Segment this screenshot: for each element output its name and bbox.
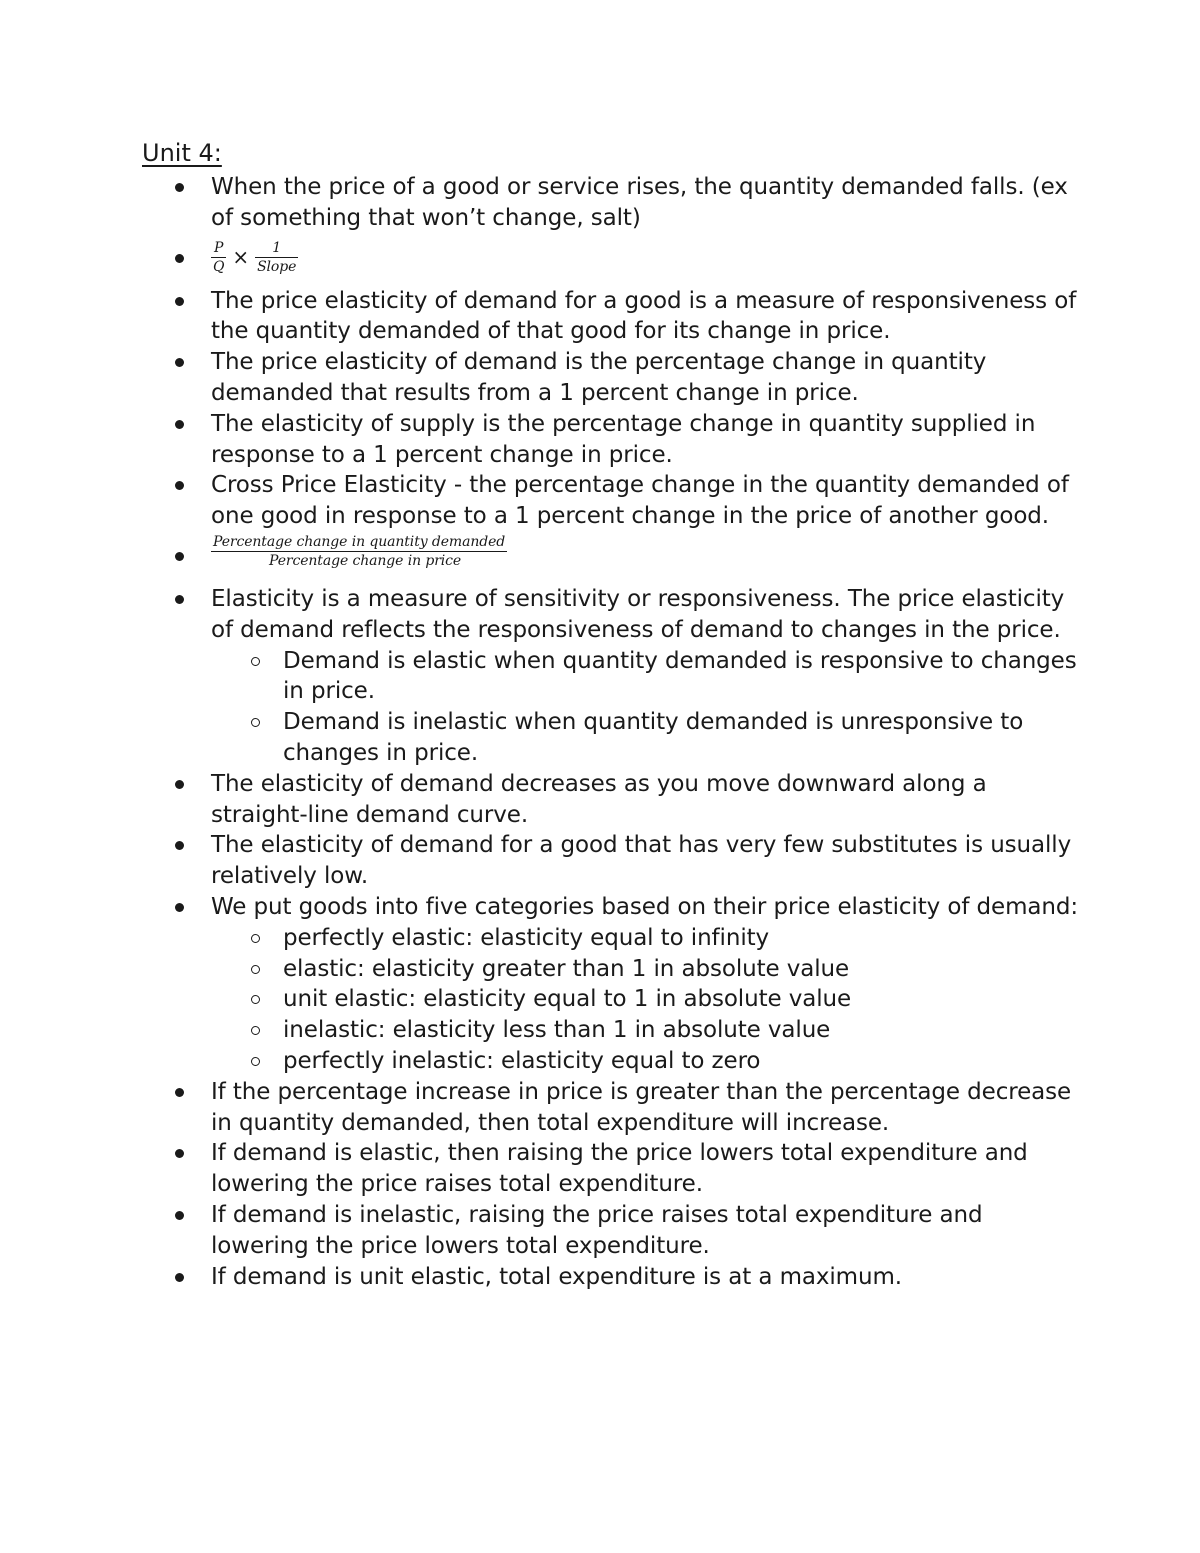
sub-list-item — [211, 1015, 1082, 1046]
bullet-icon — [175, 297, 184, 306]
sub-list-item-text: perfectly elastic: elasticity equal to infinity — [283, 924, 770, 951]
bullet-icon — [175, 1273, 184, 1282]
hollow-bullet-icon — [251, 995, 260, 1004]
list-item — [142, 584, 1082, 769]
formula-item-price-over-quantity — [142, 234, 1082, 286]
hollow-bullet-icon — [251, 1026, 260, 1035]
bullet-icon — [175, 903, 184, 912]
bullet-icon — [175, 552, 184, 561]
bullet-icon — [175, 481, 184, 490]
list-item — [142, 1138, 1082, 1200]
hollow-bullet-icon — [251, 718, 260, 727]
notes-list — [142, 172, 1082, 1292]
sub-list-item-text: inelastic: elasticity less than 1 in absolute value — [283, 1017, 831, 1044]
list-item-text: The price elasticity of demand for a good is a measure of responsiveness of the quantity demanded of that good for its change in price. — [211, 287, 1077, 345]
list-item — [142, 1200, 1082, 1262]
bullet-icon — [175, 1211, 184, 1220]
fraction-elasticity — [211, 534, 507, 570]
list-item — [142, 286, 1082, 348]
sub-list-item — [211, 984, 1082, 1015]
formula-item-elasticity — [142, 532, 1082, 584]
page-title: Unit 4: — [142, 139, 222, 167]
list-item-text: We put goods into five categories based on their price elasticity of demand: — [211, 893, 1079, 920]
hollow-bullet-icon — [251, 934, 260, 943]
sub-list-item — [211, 923, 1082, 954]
list-item-text: The elasticity of demand decreases as you move downward along a straight-line demand curve. — [211, 770, 987, 828]
list-item-text: Elasticity is a measure of sensitivity or responsiveness. The price elasticity of demand reflects the responsiveness of demand to changes in the price. — [211, 585, 1065, 643]
list-item-text: If demand is inelastic, raising the price raises total expenditure and lowering the price lowers total expenditure. — [211, 1201, 983, 1259]
sub-list-item-text: perfectly inelastic: elasticity equal to zero — [283, 1047, 761, 1074]
sub-list — [211, 646, 1082, 769]
hollow-bullet-icon — [251, 965, 260, 974]
bullet-icon — [175, 1088, 184, 1097]
sub-list-item — [211, 1046, 1082, 1077]
sub-list-item-text: Demand is elastic when quantity demanded is responsive to changes in price. — [283, 647, 1077, 705]
fraction-one-over-slope — [255, 240, 298, 276]
list-item-text: If the percentage increase in price is greater than the percentage decrease in quantity demanded, then total expenditure will increase. — [211, 1078, 1072, 1136]
fraction-p-over-q — [211, 240, 226, 276]
sub-list-item-text: unit elastic: elasticity equal to 1 in absolute value — [283, 986, 852, 1013]
list-item-text: The elasticity of supply is the percentage change in quantity supplied in response to a 1 percent change in price. — [211, 410, 1036, 468]
fraction-denominator: Percentage change in price — [269, 552, 462, 569]
list-item — [142, 769, 1082, 831]
list-item — [142, 172, 1082, 234]
list-item-text: The price elasticity of demand is the percentage change in quantity demanded that results from a 1 percent change in price. — [211, 349, 987, 406]
list-item — [142, 1262, 1082, 1293]
list-item-text: If demand is unit elastic, total expenditure is at a maximum. — [211, 1263, 902, 1290]
bullet-icon — [175, 1149, 184, 1158]
list-item — [142, 830, 1082, 892]
bullet-icon — [175, 841, 184, 850]
fraction-numerator: P — [211, 240, 226, 258]
list-item — [142, 347, 1082, 409]
sub-list-item-text: Demand is inelastic when quantity demanded is unresponsive to changes in price. — [283, 709, 1024, 766]
bullet-icon — [175, 358, 184, 367]
list-item — [142, 892, 1082, 1077]
sub-list-item — [211, 954, 1082, 985]
list-item-text: When the price of a good or service rises, the quantity demanded falls. (ex of something that won’t change, salt) — [211, 174, 1068, 231]
list-item — [142, 409, 1082, 471]
list-item — [142, 470, 1082, 532]
sub-list-categories — [211, 923, 1082, 1077]
hollow-bullet-icon — [251, 1057, 260, 1066]
sub-list-item — [211, 707, 1082, 769]
fraction-denominator: Slope — [257, 258, 297, 275]
bullet-icon — [175, 183, 184, 192]
fraction-denominator: Q — [213, 258, 225, 275]
bullet-icon — [175, 780, 184, 789]
bullet-icon — [175, 420, 184, 429]
sub-list-item-text: elastic: elasticity greater than 1 in absolute value — [283, 955, 850, 982]
list-item-text: The elasticity of demand for a good that has very few substitutes is usually relatively low. — [211, 832, 1072, 890]
bullet-icon — [175, 595, 184, 604]
hollow-bullet-icon — [251, 657, 260, 666]
list-item — [142, 1077, 1082, 1139]
document-page — [142, 138, 1082, 1292]
list-item-text: Cross Price Elasticity - the percentage change in the quantity demanded of one good in response to a 1 percent change in the price of another good. — [211, 472, 1069, 530]
multiply-sign: × — [232, 245, 250, 270]
bullet-icon — [175, 254, 184, 263]
list-item-text: If demand is elastic, then raising the price lowers total expenditure and lowering the price raises total expenditure. — [211, 1140, 1028, 1198]
fraction-numerator: Percentage change in quantity demanded — [213, 533, 506, 550]
sub-list-item — [211, 646, 1082, 708]
fraction-numerator: 1 — [255, 240, 298, 258]
